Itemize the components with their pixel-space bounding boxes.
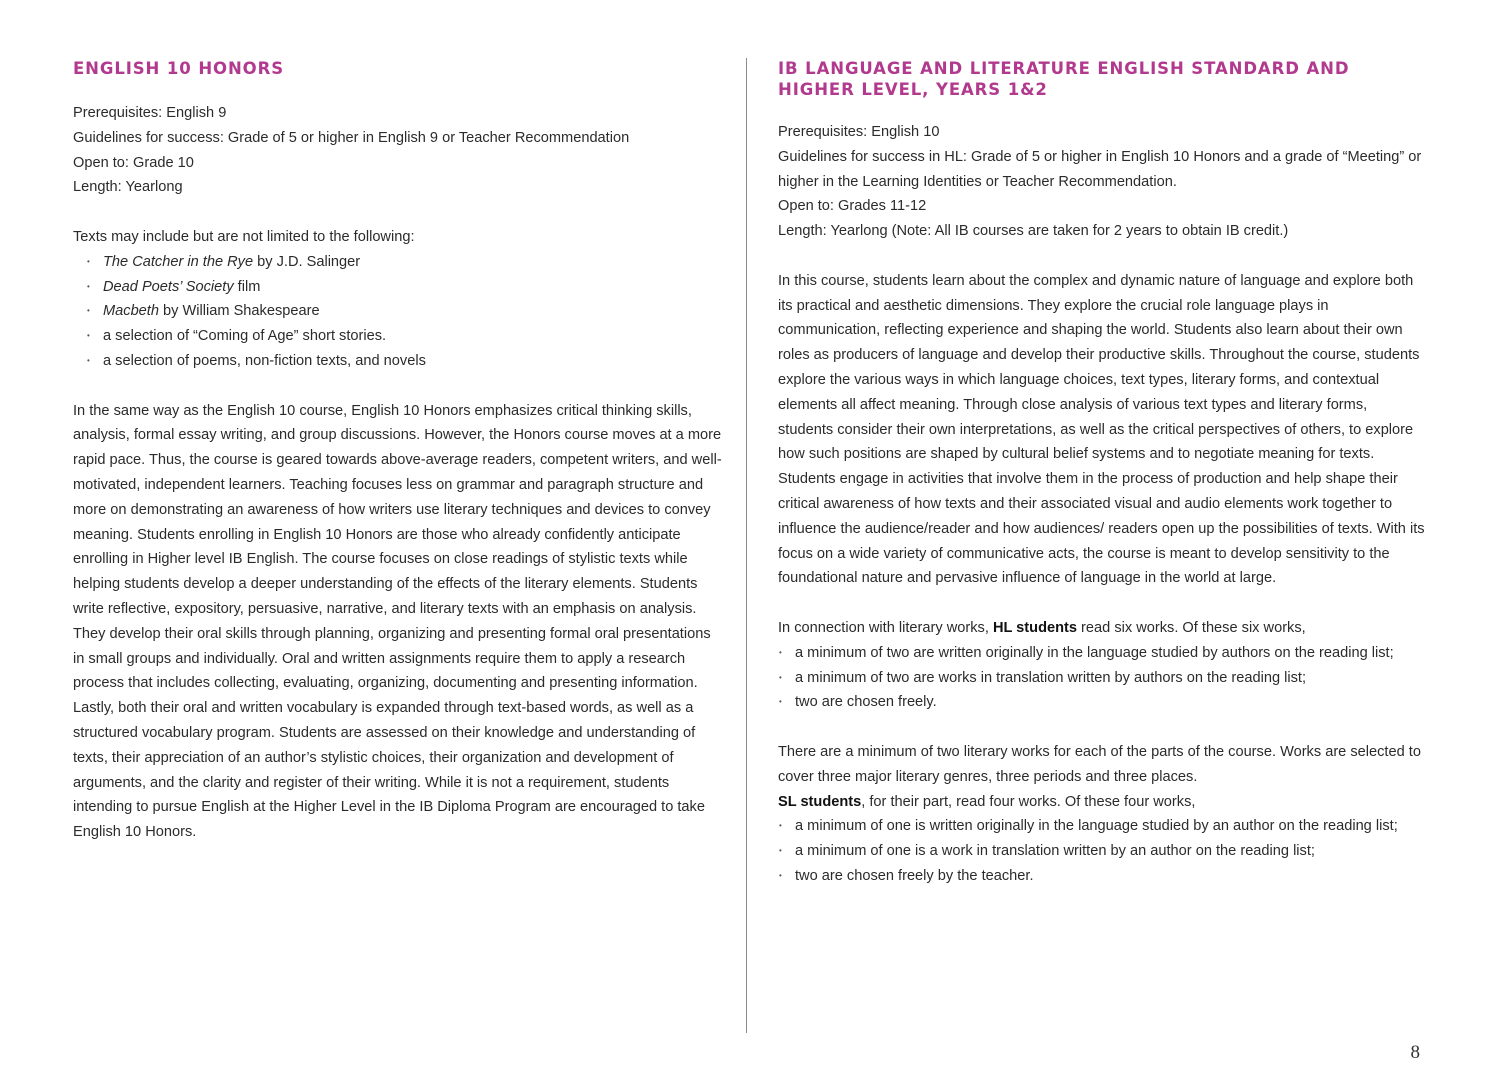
page-number: 8 [1410,1042,1420,1063]
parts-text: There are a minimum of two literary works for each of the parts of the course. Works are selected to cover three major literary genres, three periods and three places. [778,743,1421,785]
list-item: • two are chosen freely. [778,690,1426,715]
list-item: • a minimum of two are written originally in the language studied by authors on the reading list; [778,641,1426,666]
ib-language-literature-section [778,58,1426,889]
list-item: • a minimum of one is a work in translation written by an author on the reading list; [778,839,1426,864]
hl-intro: In connection with literary works, HL students read six works. Of these six works, [778,619,1306,636]
guidelines: Guidelines for success: Grade of 5 or higher in English 9 or Teacher Recommendation [73,129,630,146]
section-title: IB LANGUAGE AND LITERATURE ENGLISH STANDARD AND HIGHER LEVEL, YEARS 1&2 [778,59,1350,99]
guidelines: Guidelines for success in HL: Grade of 5 or higher in English 10 Honors and a grade of “Meeting” or higher in the Learning Identities or Teacher Recommendation. [778,148,1422,190]
english-10-honors-section [73,58,725,845]
course-meta [73,101,725,200]
sl-works-list [778,814,1426,888]
list-item: • a minimum of two are works in translation written by authors on the reading list; [778,666,1426,691]
list-item: • a selection of “Coming of Age” short stories. [73,324,725,349]
prerequisites: Prerequisites: English 10 [778,124,940,140]
list-item: • The Catcher in the Rye by J.D. Salinger [73,250,725,275]
list-item: • Dead Poets’ Society film [73,275,725,300]
list-item: • a minimum of one is written originally in the language studied by an author on the reading list; [778,814,1426,839]
texts-intro: Texts may include but are not limited to the following: [73,228,415,245]
section-title: ENGLISH 10 HONORS [73,59,284,78]
list-item: • a selection of poems, non-fiction texts, and novels [73,349,725,374]
column-divider [746,58,747,1033]
open-to: Open to: Grades 11-12 [778,198,927,215]
course-description: In this course, students learn about the complex and dynamic nature of language and explore both its practical and aesthetic dimensions. They explore the crucial role language plays in communication, reflecting experience and shaping the world. Students also learn about their own roles as producers of language and develop their productive skills. Throughout the course, students explore the various ways in which language choices, text types, literary forms, and contextual elements all affect meaning. Through close analysis of various text types and literary forms, students consider their own interpretations, as well as the critical perspectives of others, to explore how such positions are shaped by cultural belief systems and to negotiate meaning for texts. Students engage in activities that involve them in the process of production and help shape their critical awareness of how texts and their associated visual and audio elements work together to influence the audience/reader and how audiences/ readers open up the possibilities of texts. With its focus on a wide variety of communicative acts, the course is meant to develop sensitivity to the foundational nature and pervasive influence of language in the world at large. [778,272,1425,587]
course-description: In the same way as the English 10 course, English 10 Honors emphasizes critical thinking skills, analysis, formal essay writing, and group discussions. However, the Honors course moves at a more rapid pace. Thus, the course is geared towards above-average readers, competent writers, and well-motivated, independent learners. Teaching focuses less on grammar and paragraph structure and more on demonstrating an awareness of how writers use literary techniques and devices to convey meaning. Students enrolling in English 10 Honors are those who already confidently anticipate enrolling in Higher level IB English. The course focuses on close readings of stylistic texts while helping students develop a deeper understanding of the effects of the literary elements. Students write reflective, expository, persuasive, narrative, and literary texts with an emphasis on analysis. They develop their oral skills through planning, organizing and presenting formal oral presentations in small groups and individually. Oral and written assignments require them to apply a research process that includes collecting, evaluating, organizing, documenting and presenting information. Lastly, both their oral and written vocabulary is expanded through text-based words, as well as a structured vocabulary program. Students are assessed on their knowledge and understanding of texts, their appreciation of an author’s stylistic choices, their organization and development of arguments, and the clarity and register of their writing. While it is not a requirement, students intending to pursue English at the Higher Level in the IB Diploma Program are encouraged to take English 10 Honors. [73,402,722,841]
prerequisites: Prerequisites: English 9 [73,105,227,121]
list-item: • two are chosen freely by the teacher. [778,864,1426,889]
hl-works-list [778,641,1426,715]
length: Length: Yearlong [73,179,183,196]
list-item: • Macbeth by William Shakespeare [73,299,725,324]
sl-intro: SL students, for their part, read four works. Of these four works, [778,793,1196,810]
texts-list [73,250,725,374]
length: Length: Yearlong (Note: All IB courses are taken for 2 years to obtain IB credit.) [778,223,1289,240]
course-meta [778,120,1426,244]
open-to: Open to: Grade 10 [73,154,194,171]
